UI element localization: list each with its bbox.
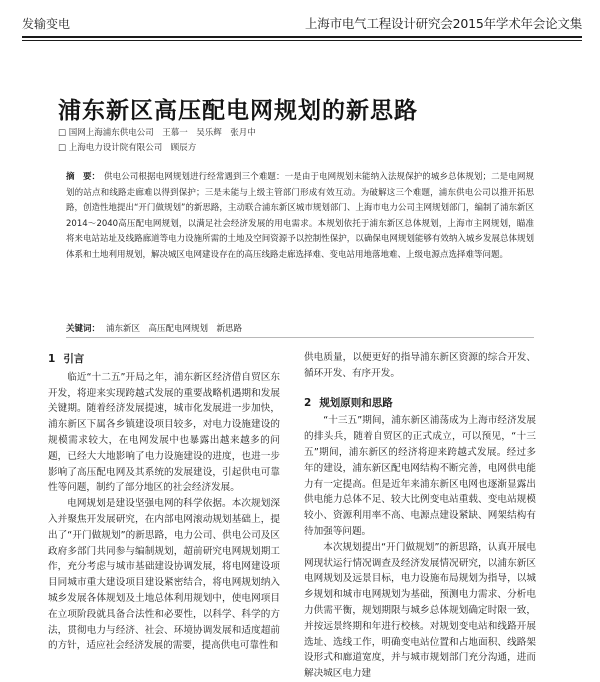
- section-number: 2: [304, 396, 312, 409]
- paragraph: 电网规划是建设坚强电网的科学依据。本次规划深入并聚焦开发展研究，在内部电网滚动规划基础上，提出了“开门做规划”的新思路，电力公司、供电公司及区政府多部门共同参与编制规划，超前研究电网规划期工作，充分考虑与城市基础建设协调发展，将电网建设项目同城市重大建设项目建设紧密结合，将电网规划纳入城乡发展各体规划及土地总体利用规划中，使电网项目在立项阶段就具备合法性和必要性，以科学、科学的方法，贯彻电力与经济、社会、环境协调发展和适度超前的方针，适应社会经济发展的需要，提高供电可靠性和: [48, 498, 280, 652]
- abstract-label: 摘 要：: [66, 172, 101, 182]
- keywords-label: 关键词：: [66, 324, 101, 334]
- author-list: [58, 126, 256, 156]
- abstract-divider: [66, 337, 534, 338]
- section-title: 规划原则和思路: [319, 396, 393, 409]
- proceedings-title: 上海市电气工程设计研究会2015年学术年会论文集: [304, 16, 582, 31]
- keywords: [66, 322, 242, 334]
- paragraph: “十三五”期间，浦东新区浦荡成为上海市经济发展的排头兵，随着自贸区的正式成立，可以预见，“十三五”期间，浦东新区的经济将迎来跨越式发展。经过多年的建设，浦东新区配电网结构不断完善，电网供电能力有一定提高。但是近年来浦东新区电网也逐渐显露出供电能力总体不足、较大比例变电站重载、变电站规模较小、资源利用率不高、电源点建设紧缺、网架结构有待加强等问题。: [304, 415, 536, 537]
- section-title: 引言: [63, 353, 85, 365]
- paragraph-continued: 供电质量，以便更好的指导浦东新区资源的综合开发、循环开发、有序开发。: [304, 352, 536, 379]
- author-line: □ 上海电力设计院有限公司 顾辰方: [58, 143, 197, 153]
- paragraph: 本次规划提出“开门做规划”的新思路，认真开展电网现状运行情况调查及经济发展情况研究，以浦东新区电网规划及远景目标，电力设施布局规划为指导，以城乡规划和城市电网规划为基础，预测电力需求、分析电力供需平衡，规划期限与城乡总体规划确定时限一致，并按远景终期和年进行校核。对规划变电站和线路开展选址、选线工作，明确变电站位置和占地面积、线路架设形式和廊道宽度，并与城市规划部门充分沟通，进而解决城区电力建: [304, 541, 536, 680]
- right-column: [304, 350, 536, 682]
- section-heading: [304, 396, 536, 412]
- section-heading: [48, 352, 280, 368]
- running-header: [22, 12, 582, 34]
- header-rule-thick: [22, 36, 582, 38]
- header-rule-thin: [22, 40, 582, 41]
- left-column: [48, 350, 280, 654]
- author-line: □ 国网上海浦东供电公司 王慕一 吴乐辉 张月中: [58, 128, 256, 138]
- paper-title: 浦东新区高压配电网规划的新思路: [58, 98, 418, 124]
- paragraph: 临近“十二五”开局之年，浦东新区经济借自贸区东开发，将迎来实现跨越式发展的重要战略机遇期和发展关键期。随着经济发展提速，城市化发展进一步加快，浦东新区下属各乡镇建设项目较多，对电力设施建设的规模需求较大，在电网发展中也暴露出越来越多的问题，已经大大地影响了电力设施建设的进度，也进一步影响了高压配电网及其系统的发展建设，引起供电可靠性等问题，制约了部分地区的社会经济发展。: [48, 371, 280, 494]
- abstract: [66, 170, 534, 264]
- abstract-text: 供电公司根据电网规划进行经常遇到三个难题：一是由于电网规划未能纳入法规保护的城乡总体规划；二是电网规划的站点和线路走廊难以得到保护；三是未能与上级主管部门形成有效互动。为破解这三个难题，浦东供电公司以推开拓思路，创造性地提出“开门做规划”的新思路，主动联合浦东新区城市规划部门、上海市电力公司主网规划部门，编制了浦东新区2014～2040高压配电网规划，以满足社会经济发展的用电需求。本规划依托于浦东新区总体规划，上海市主网规划，瞄准将来电站站址及线路廊道等电力设施所需的土地及空间资源予以控制性保护，以确保电网规划能够有效纳入城乡发展总体规划体系和土地利用规划，解决城区电网建设存在的高压线路走廊选择难、变电站用地落地难、上级电源点选择难等问题。: [66, 172, 534, 260]
- section-category: 发输变电: [22, 16, 71, 31]
- keywords-text: 浦东新区 高压配电网规划 新思路: [106, 324, 243, 334]
- section-number: 1: [48, 353, 56, 365]
